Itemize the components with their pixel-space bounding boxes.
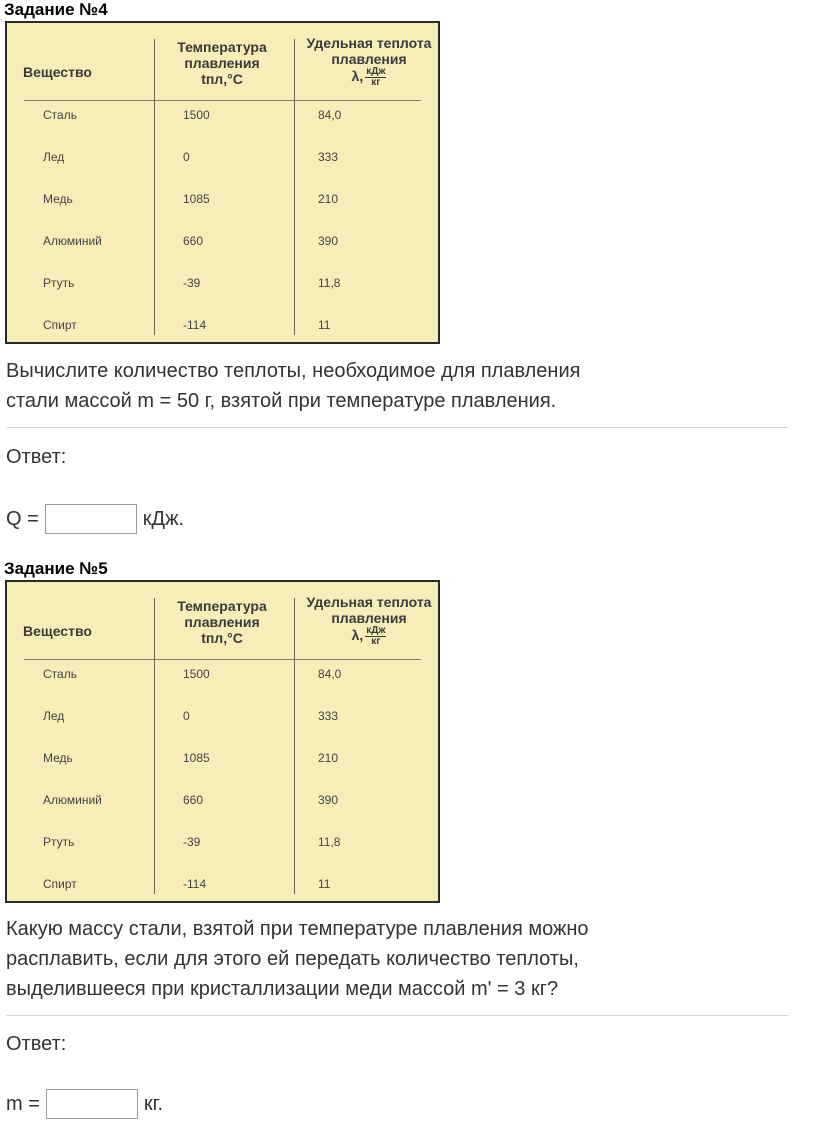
answer-input[interactable]: [45, 504, 137, 534]
answer-variable: m =: [6, 1092, 40, 1115]
unit-numerator: кДж: [366, 625, 386, 636]
cell-temperature: 1500: [183, 667, 210, 681]
header-temperature-line2: плавления: [184, 614, 260, 630]
cell-heat: 11,8: [318, 835, 341, 849]
cell-heat: 390: [318, 793, 339, 807]
cell-temperature: -39: [183, 276, 201, 290]
cell-temperature: 1085: [183, 751, 210, 765]
cell-substance: Алюминий: [43, 793, 102, 807]
header-temperature-symbol: tпл,°C: [201, 630, 243, 646]
header-substance: Вещество: [23, 64, 92, 80]
cell-substance: Медь: [43, 192, 73, 206]
table-row: [7, 315, 438, 335]
table-row: [7, 189, 438, 209]
table-row: [7, 231, 438, 251]
cell-temperature: -39: [183, 835, 201, 849]
cell-temperature: 1085: [183, 192, 210, 206]
cell-substance: Медь: [43, 751, 73, 765]
cell-substance: Сталь: [43, 108, 77, 122]
header-temperature-line1: Температура: [177, 598, 267, 614]
cell-heat: 333: [318, 709, 339, 723]
cell-temperature: -114: [183, 877, 207, 891]
answer-row: [6, 1085, 163, 1121]
header-divider: [24, 659, 421, 660]
unit-denominator: кг: [371, 77, 381, 88]
header-heat-symbol: [295, 626, 443, 647]
answer-unit: кДж.: [142, 507, 185, 530]
lambda-symbol: λ,: [351, 627, 364, 644]
melting-table: [5, 580, 440, 903]
cell-heat: 333: [318, 150, 339, 164]
table-row: [7, 273, 438, 293]
table-row: [7, 832, 438, 852]
cell-substance: Лед: [43, 150, 65, 164]
header-temperature: [157, 598, 287, 646]
cell-heat: 84,0: [318, 667, 342, 681]
cell-heat: 11: [318, 877, 331, 891]
unit-fraction: [365, 67, 386, 88]
cell-temperature: 660: [183, 234, 204, 248]
table-row: [7, 147, 438, 167]
divider: [6, 427, 788, 428]
answer-row: [6, 500, 184, 536]
question-line: Вычислите количество теплоты, необходимое для плавления: [6, 360, 581, 382]
melting-table: [5, 21, 440, 344]
header-temperature: [157, 39, 287, 87]
cell-substance: Лед: [43, 709, 65, 723]
question-text: [6, 914, 806, 1004]
task-title: Задание №5: [4, 559, 108, 578]
header-heat-line2: плавления: [331, 610, 407, 626]
cell-heat: 210: [318, 192, 339, 206]
header-heat-line1: Удельная теплота: [306, 35, 432, 51]
header-heat: [295, 594, 443, 647]
question-line: Какую массу стали, взятой при температуре плавления можно: [6, 918, 589, 940]
cell-substance: Сталь: [43, 667, 77, 681]
header-heat-line2: плавления: [331, 51, 407, 67]
answer-unit: кг.: [143, 1092, 164, 1115]
answer-label: Ответ:: [6, 446, 67, 468]
cell-temperature: 0: [183, 709, 190, 723]
cell-substance: Спирт: [43, 877, 77, 891]
divider: [6, 1015, 788, 1016]
header-substance: Вещество: [23, 623, 92, 639]
cell-substance: Спирт: [43, 318, 77, 332]
cell-temperature: -114: [183, 318, 207, 332]
question-line: стали массой m = 50 г, взятой при температуре плавления.: [6, 390, 557, 412]
header-heat-line1: Удельная теплота: [306, 594, 432, 610]
cell-temperature: 1500: [183, 108, 210, 122]
header-temperature-line1: Температура: [177, 39, 267, 55]
answer-variable: Q =: [6, 507, 39, 530]
header-temperature-line2: плавления: [184, 55, 260, 71]
cell-heat: 390: [318, 234, 339, 248]
header-heat: [295, 35, 443, 88]
unit-denominator: кг: [371, 636, 381, 647]
unit-fraction: [365, 626, 386, 647]
cell-heat: 210: [318, 751, 339, 765]
header-divider: [24, 100, 421, 101]
cell-substance: Ртуть: [43, 835, 75, 849]
unit-numerator: кДж: [366, 66, 386, 77]
cell-heat: 84,0: [318, 108, 342, 122]
lambda-symbol: λ,: [351, 68, 364, 85]
question-text: [6, 356, 806, 416]
table-row: [7, 706, 438, 726]
table-row: [7, 874, 438, 894]
answer-label: Ответ:: [6, 1033, 67, 1055]
cell-substance: Ртуть: [43, 276, 75, 290]
question-line: выделившееся при кристаллизации меди массой m' = 3 кг?: [6, 978, 559, 1000]
header-heat-symbol: [295, 67, 443, 88]
cell-temperature: 660: [183, 793, 204, 807]
cell-substance: Алюминий: [43, 234, 102, 248]
header-temperature-symbol: tпл,°C: [201, 71, 243, 87]
table-row: [7, 105, 438, 125]
cell-temperature: 0: [183, 150, 190, 164]
table-row: [7, 664, 438, 684]
task-title: Задание №4: [4, 0, 108, 19]
cell-heat: 11,8: [318, 276, 341, 290]
question-line: расплавить, если для этого ей передать количество теплоты,: [6, 948, 579, 970]
table-row: [7, 748, 438, 768]
cell-heat: 11: [318, 318, 331, 332]
table-row: [7, 790, 438, 810]
answer-input[interactable]: [46, 1089, 138, 1119]
